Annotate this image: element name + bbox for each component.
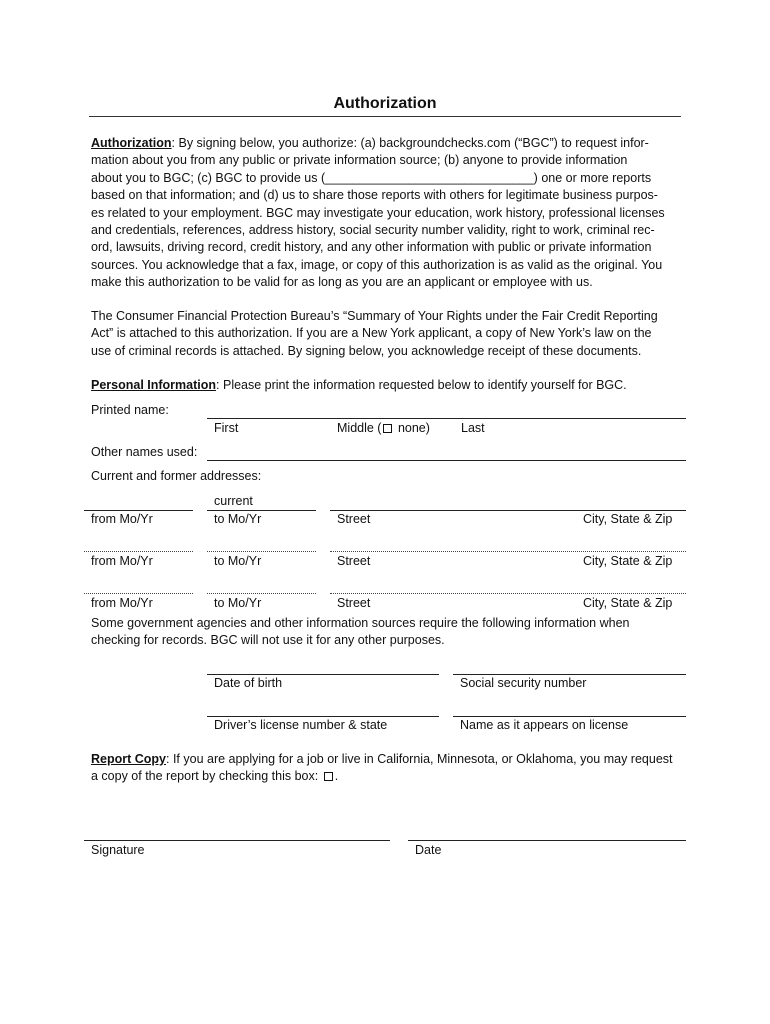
middle-none-text: none) xyxy=(394,421,430,435)
ssn-label: Social security number xyxy=(460,676,587,690)
title-divider xyxy=(89,116,681,117)
authorization-line: ord, lawsuits, driving record, credit history, and any other information with public or private information xyxy=(91,240,652,255)
printed-name-field[interactable] xyxy=(207,418,686,419)
from-label: from Mo/Yr xyxy=(91,512,153,526)
to-label: to Mo/Yr xyxy=(214,554,262,568)
authorization-line: and credentials, references, address history, social security number validity, right to work, criminal rec- xyxy=(91,223,655,238)
addresses-label: Current and former addresses: xyxy=(91,469,262,483)
city-state-zip-label: City, State & Zip xyxy=(583,554,673,568)
address3-street-field[interactable] xyxy=(330,593,686,594)
address2-to-field[interactable] xyxy=(207,551,316,552)
to-label: to Mo/Yr xyxy=(214,512,262,526)
printed-name-label: Printed name: xyxy=(91,403,169,417)
signature-field[interactable] xyxy=(84,840,390,841)
authorization-line: about you to BGC; (c) BGC to provide us (______________________________) one or more reports xyxy=(91,170,652,185)
signature-label: Signature xyxy=(91,843,145,857)
date-field[interactable] xyxy=(408,840,686,841)
first-name-label: First xyxy=(214,421,239,435)
to-label: to Mo/Yr xyxy=(214,596,262,610)
authorization-line: es related to your employment. BGC may investigate your education, work history, professional licenses xyxy=(91,205,665,220)
report-copy-line: : If you are applying for a job or live in California, Minnesota, or Oklahoma, you may request xyxy=(166,752,673,766)
from-label: from Mo/Yr xyxy=(91,596,153,610)
personal-info-intro xyxy=(91,377,627,394)
last-name-label: Last xyxy=(461,421,485,435)
report-copy-heading: Report Copy xyxy=(91,752,166,766)
address3-from-field[interactable] xyxy=(84,593,193,594)
from-label: from Mo/Yr xyxy=(91,554,153,568)
report-copy-checkbox[interactable] xyxy=(324,772,333,781)
personal-info-heading: Personal Information xyxy=(91,378,217,392)
street-label: Street xyxy=(337,596,371,610)
middle-label-text: Middle ( xyxy=(337,421,382,435)
page-title: Authorization xyxy=(333,95,437,112)
authorization-line: based on that information; and (d) us to share those reports with others for legitimate business purpos- xyxy=(91,188,658,203)
authorization-line: : By signing below, you authorize: (a) backgroundchecks.com (“BGC”) to request infor- xyxy=(171,136,649,150)
cfpb-line: use of criminal records is attached. By signing below, you acknowledge receipt of these documents. xyxy=(91,343,642,358)
city-state-zip-label: City, State & Zip xyxy=(583,596,673,610)
cfpb-line: The Consumer Financial Protection Bureau’s “Summary of Your Rights under the Fair Credit Reporting xyxy=(91,309,658,323)
street-label: Street xyxy=(337,512,371,526)
current-label: current xyxy=(214,494,253,508)
report-copy-period: . xyxy=(334,769,339,784)
authorization-line: mation about you from any public or private information source; (b) anyone to provide information xyxy=(91,153,628,168)
authorization-paragraph xyxy=(91,135,687,292)
report-copy-paragraph xyxy=(91,751,687,786)
gov-line: checking for records. BGC will not use it for any other purposes. xyxy=(91,633,445,648)
address2-street-field[interactable] xyxy=(330,551,686,552)
dob-label: Date of birth xyxy=(214,676,283,690)
address2-from-field[interactable] xyxy=(84,551,193,552)
authorization-line: make this authorization to be valid for as long as you are an applicant or employee with us. xyxy=(91,275,593,290)
other-names-field[interactable] xyxy=(207,460,686,461)
cfpb-paragraph xyxy=(91,308,687,360)
street-label: Street xyxy=(337,554,371,568)
authorization-line: sources. You acknowledge that a fax, image, or copy of this authorization is as valid as the original. You xyxy=(91,257,663,272)
date-label: Date xyxy=(415,843,442,857)
address3-to-field[interactable] xyxy=(207,593,316,594)
name-on-license-label: Name as it appears on license xyxy=(460,718,629,732)
cfpb-line: Act” is attached to this authorization. If you are a New York applicant, a copy of New York’s law on the xyxy=(91,326,652,341)
report-copy-line: a copy of the report by checking this box: xyxy=(91,769,322,784)
no-middle-name-checkbox[interactable] xyxy=(383,424,392,433)
gov-line: Some government agencies and other information sources require the following information when xyxy=(91,616,630,630)
middle-name-label xyxy=(337,420,430,437)
city-state-zip-label: City, State & Zip xyxy=(583,512,673,526)
drivers-license-label: Driver’s license number & state xyxy=(214,718,388,732)
other-names-label: Other names used: xyxy=(91,445,198,459)
gov-paragraph xyxy=(91,615,687,650)
personal-info-text: : Please print the information requested below to identify yourself for BGC. xyxy=(216,378,627,392)
authorization-heading: Authorization xyxy=(91,136,172,150)
